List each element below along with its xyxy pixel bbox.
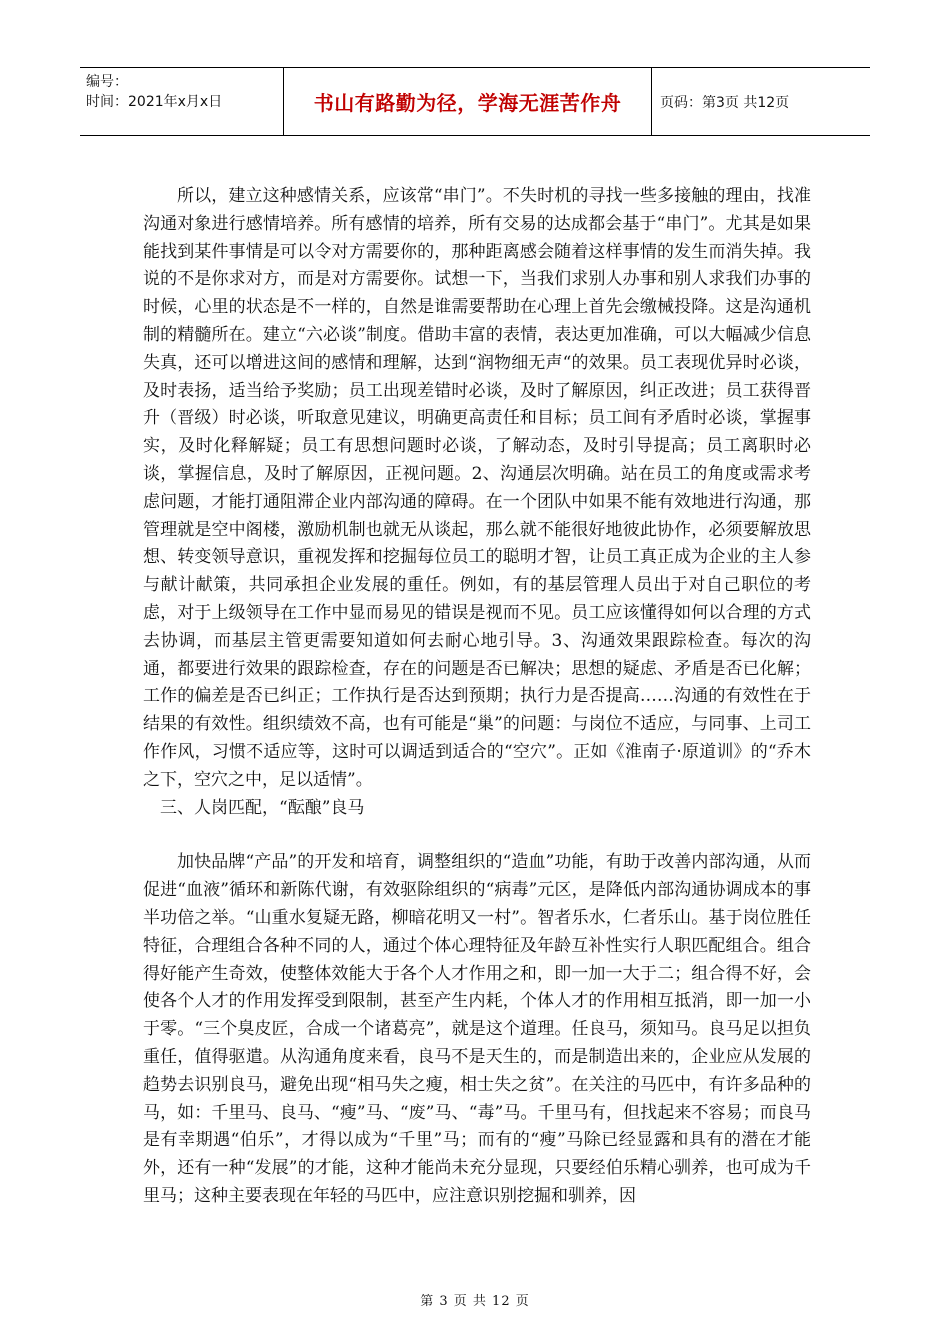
document-body — [143, 183, 811, 1211]
document-number-label: 编号： — [86, 74, 128, 90]
section-heading-3: 三、人岗匹配，“酝酿”良马 — [160, 797, 365, 818]
header-motto: 书山有路勤为径，学海无涯苦作舟 — [284, 68, 652, 135]
page-footer: 第 3 页 共 12 页 — [420, 1294, 530, 1309]
header-table — [80, 67, 870, 136]
paragraph-spacer — [143, 822, 811, 849]
body-paragraph-2: 加快品牌“产品”的开发和培育，调整组织的“造血”功能，有助于改善内部沟通，从而促进“血液”循环和新陈代谢，有效驱除组织的“病毒”元区，是降低内部沟通协调成本的事半功倍之举。“山重水复疑无路，柳暗花明又一村”。智者乐水，仁者乐山。基于岗位胜任特征，合理组合各种不同的人，通过个体心理特征及年龄互补性实行人职匹配组合。组合得好能产生奇效，使整体效能大于各个人才作用之和，即一加一大于二；组合得不好，会使各个人才的作用发挥受到限制，甚至产生内耗，个体人才的作用相互抵消，即一加一小于零。“三个臭皮匠，合成一个诸葛亮”，就是这个道理。任良马，须知马。良马足以担负重任，值得驱遣。从沟通角度来看，良马不是天生的，而是制造出来的，企业应从发展的趋势去识别良马，避免出现“相马失之瘦，相士失之贫”。在关注的马匹中，有许多品种的马，如：千里马、良马、“瘦”马、“废”马、“毒”马。千里马有，但找起来不容易；而良马是有幸期遇“伯乐”，才得以成为“千里”马；而有的“瘦”马除已经显露和具有的潜在才能外，还有一种“发展”的才能，这种才能尚未充分显现，只要经伯乐精心驯养，也可成为千里马；这种主要表现在年轻的马匹中，应注意识别挖掘和驯养，因 — [143, 852, 811, 1206]
header-page-info: 页码：第3页 共12页 — [660, 94, 790, 111]
document-time-label: 时间：2021年x月x日 — [86, 94, 223, 110]
header-meta — [80, 68, 284, 135]
body-paragraph-1: 所以，建立这种感情关系，应该常“串门”。不失时机的寻找一些多接触的理由，找准沟通对象进行感情培养。所有感情的培养，所有交易的达成都会基于“串门”。尤其是如果能找到某件事情是可以令对方需要你的，那种距离感会随着这样事情的发生而消失掉。我说的不是你求对方，而是对方需要你。试想一下，当我们求别人办事和别人求我们办事的时候，心里的状态是不一样的，自然是谁需要帮助在心理上首先会缴械投降。这是沟通机制的精髓所在。建立“六必谈”制度。借助丰富的表情，表达更加准确，可以大幅减少信息失真，还可以增进这间的感情和理解，达到“润物细无声“的效果。员工表现优异时必谈，及时表扬，适当给予奖励；员工出现差错时必谈，及时了解原因，纠正改进；员工获得晋升（晋级）时必谈，听取意见建议，明确更高责任和目标；员工间有矛盾时必谈，掌握事实，及时化释解疑；员工有思想问题时必谈，了解动态，及时引导提高；员工离职时必谈，掌握信息，及时了解原因，正视问题。2、沟通层次明确。站在员工的角度或需求考虑问题，才能打通阻滞企业内部沟通的障碍。在一个团队中如果不能有效地进行沟通，那管理就是空中阁楼，激励机制也就无从谈起，那么就不能很好地彼此协作，必须要解放思想、转变领导意识，重视发挥和挖掘每位员工的聪明才智，让员工真正成为企业的主人参与献计献策，共同承担企业发展的重任。例如，有的基层管理人员出于对自己职位的考虑，对于上级领导在工作中显而易见的错误是视而不见。员工应该懂得如何以合理的方式去协调，而基层主管更需要知道如何去耐心地引导。3、沟通效果跟踪检查。每次的沟通，都要进行效果的跟踪检查，存在的问题是否已解决；思想的疑虑、矛盾是否已化解；工作的偏差是否已纠正；工作执行是否达到预期；执行力是否提高……沟通的有效性在于结果的有效性。组织绩效不高，也有可能是“巢”的问题：与岗位不适应，与同事、上司工作作风，习惯不适应等，这时可以调适到适合的“空穴”。正如《淮南子·原道训》的“乔木之下，空穴之中，足以适情”。 — [143, 186, 811, 790]
